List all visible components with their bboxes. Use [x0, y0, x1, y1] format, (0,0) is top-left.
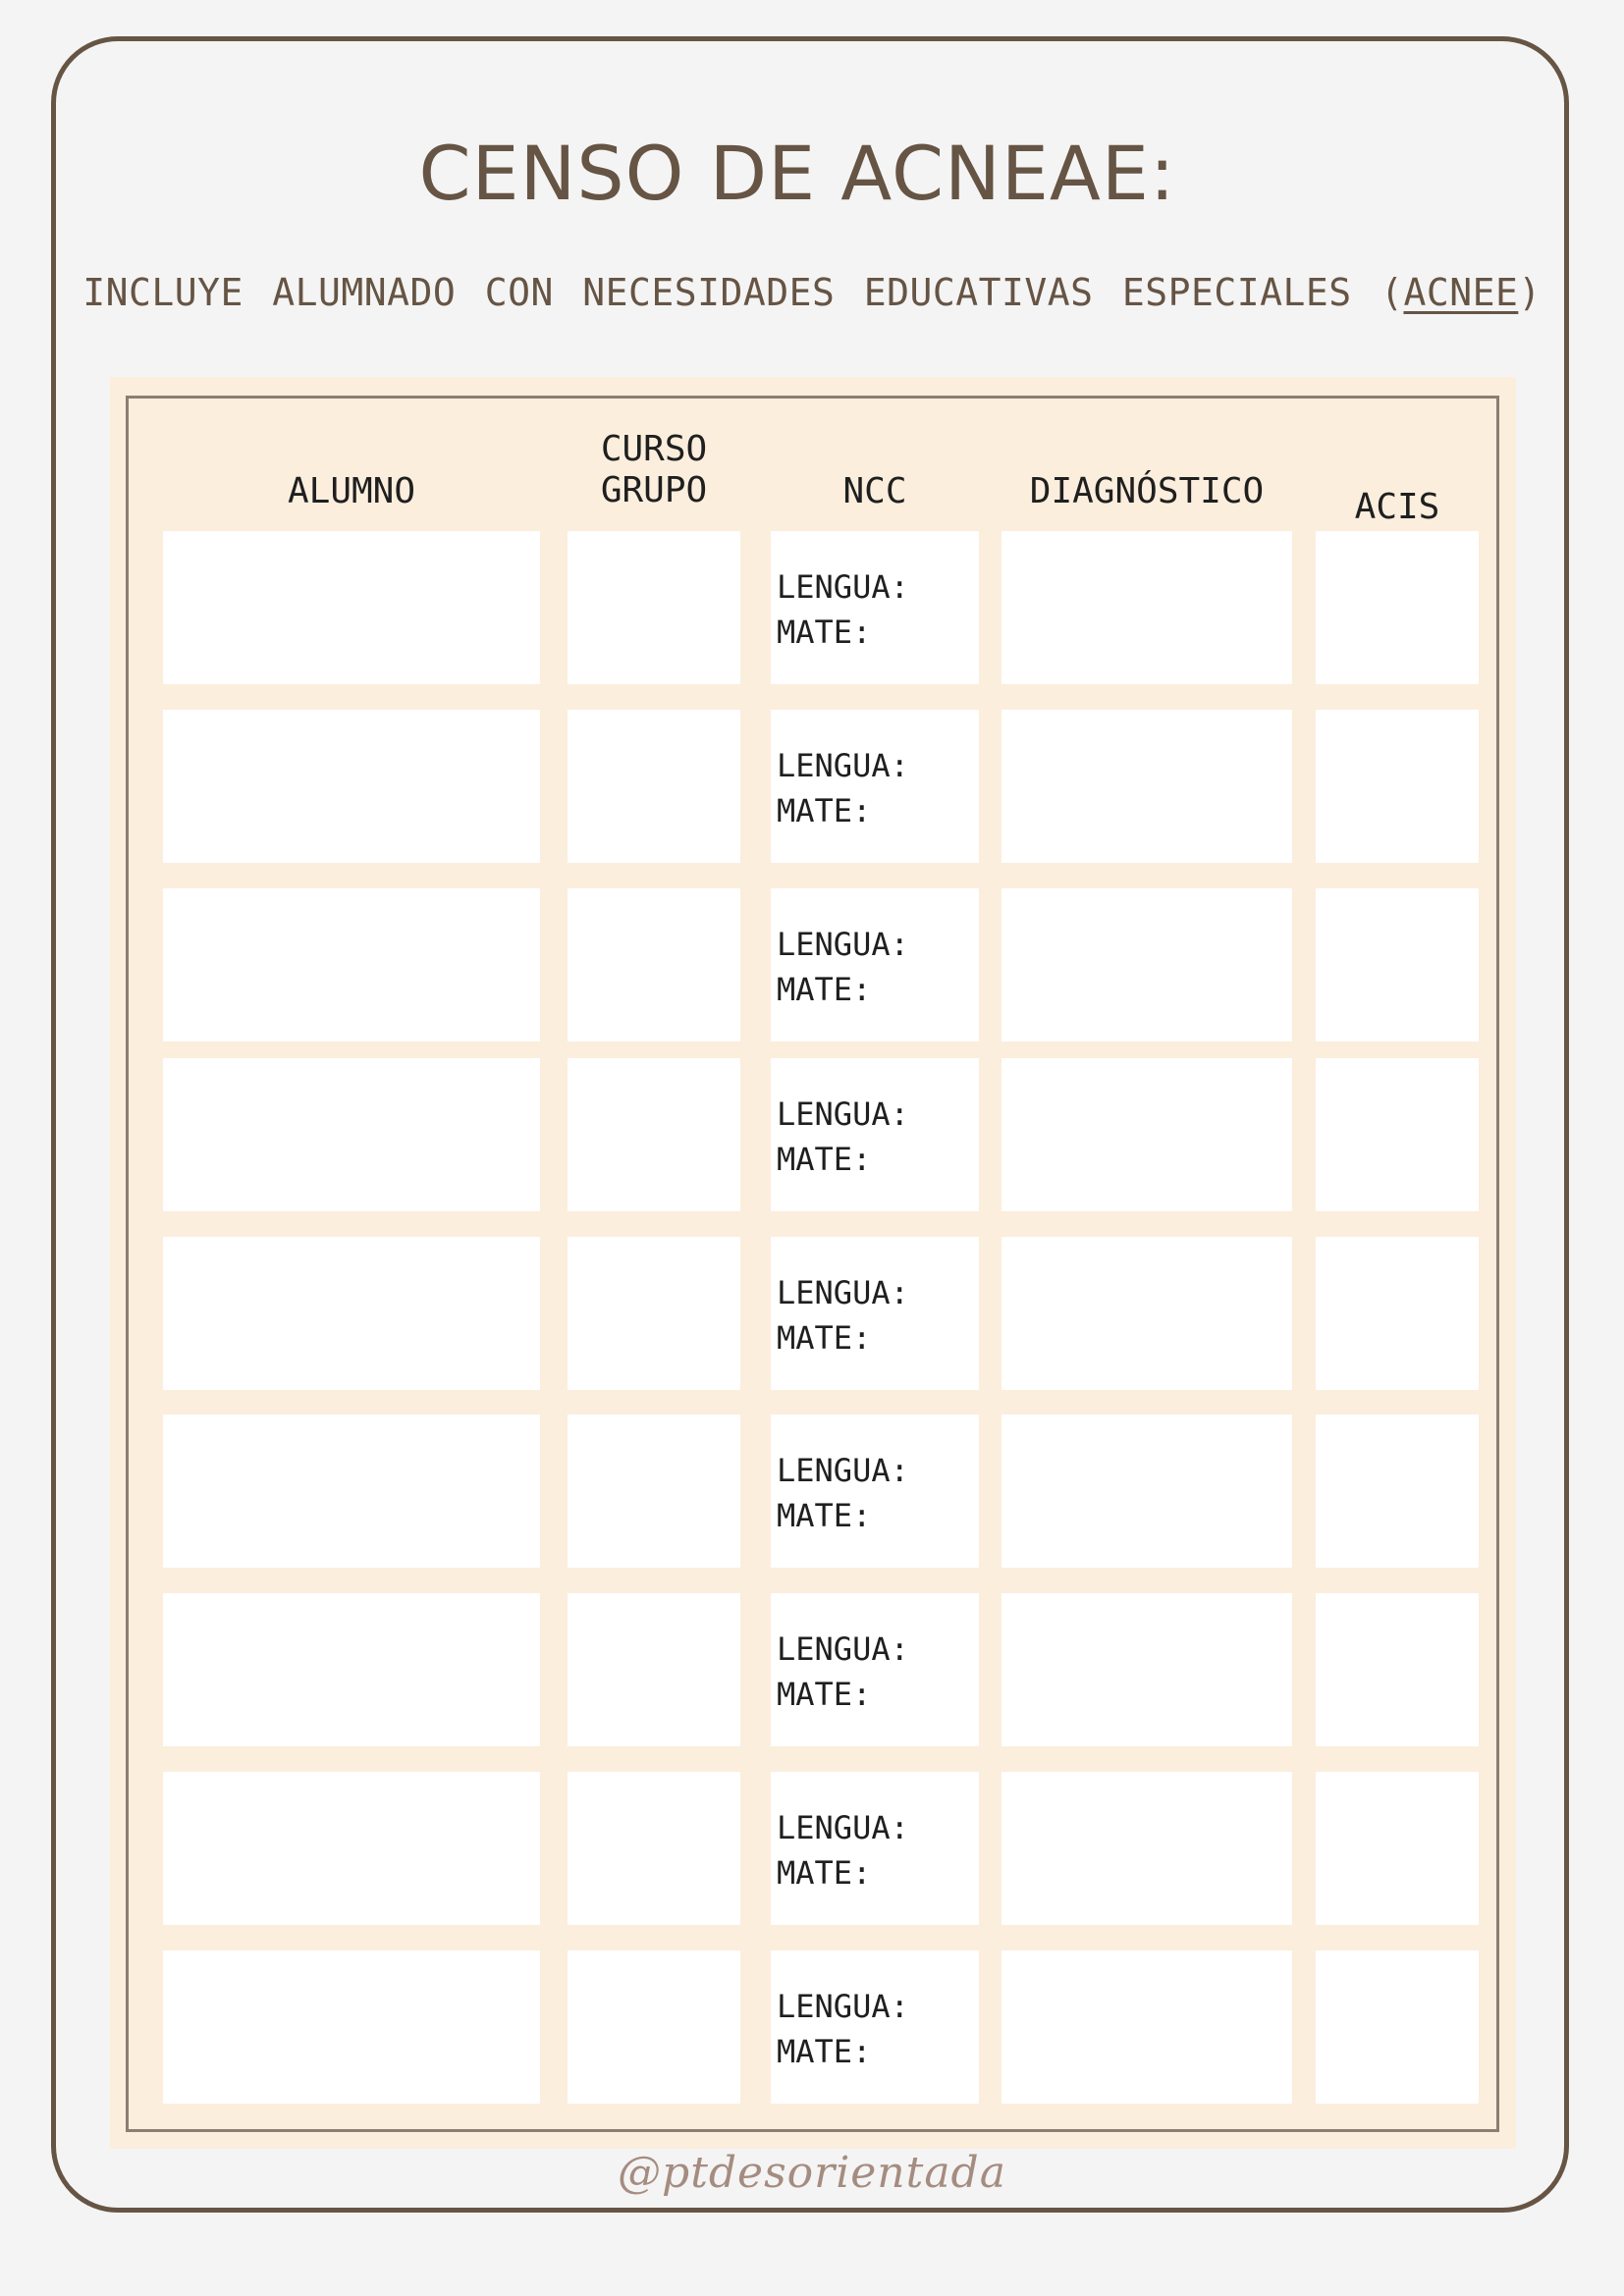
cell-alumno[interactable] [163, 1415, 540, 1568]
ncc-mate-label: MATE: [777, 1319, 872, 1357]
ncc-mate-label: MATE: [777, 792, 872, 829]
cell-curso-grupo[interactable] [568, 1237, 740, 1390]
cell-ncc[interactable] [771, 1237, 979, 1390]
ncc-lengua-label: LENGUA: [777, 1095, 909, 1133]
cell-curso-grupo[interactable] [568, 1593, 740, 1746]
cell-curso-grupo[interactable] [568, 531, 740, 684]
cell-ncc[interactable] [771, 1950, 979, 2104]
ncc-labels [777, 1092, 909, 1182]
ncc-labels [777, 743, 909, 833]
page-subtitle [0, 271, 1624, 314]
ncc-labels [777, 564, 909, 655]
ncc-mate-label: MATE: [777, 1676, 872, 1713]
ncc-labels [777, 1627, 909, 1717]
cell-diagnostico[interactable] [1001, 1415, 1292, 1568]
subtitle-prefix: INCLUYE ALUMNADO CON NECESIDADES EDUCATIVAS ESPECIALES ( [82, 271, 1404, 314]
cell-diagnostico[interactable] [1001, 531, 1292, 684]
ncc-mate-label: MATE: [777, 2033, 872, 2070]
cell-diagnostico[interactable] [1001, 1950, 1292, 2104]
cell-diagnostico[interactable] [1001, 1772, 1292, 1925]
cell-alumno[interactable] [163, 1772, 540, 1925]
header-curso-grupo [568, 429, 740, 511]
cell-alumno[interactable] [163, 531, 540, 684]
ncc-lengua-label: LENGUA: [777, 1630, 909, 1668]
cell-alumno[interactable] [163, 1950, 540, 2104]
cell-diagnostico[interactable] [1001, 888, 1292, 1041]
cell-ncc[interactable] [771, 1772, 979, 1925]
ncc-mate-label: MATE: [777, 1141, 872, 1178]
cell-ncc[interactable] [771, 1058, 979, 1211]
cell-curso-grupo[interactable] [568, 1772, 740, 1925]
header-curso: CURSO [600, 429, 708, 469]
ncc-lengua-label: LENGUA: [777, 926, 909, 963]
cell-alumno[interactable] [163, 1237, 540, 1390]
cell-alumno[interactable] [163, 888, 540, 1041]
cell-alumno[interactable] [163, 710, 540, 863]
ncc-mate-label: MATE: [777, 1497, 872, 1534]
cell-acis[interactable] [1316, 1950, 1479, 2104]
cell-curso-grupo[interactable] [568, 710, 740, 863]
cell-curso-grupo[interactable] [568, 1415, 740, 1568]
cell-diagnostico[interactable] [1001, 1058, 1292, 1211]
ncc-labels [777, 1984, 909, 2074]
ncc-mate-label: MATE: [777, 1854, 872, 1892]
cell-alumno[interactable] [163, 1058, 540, 1211]
cell-acis[interactable] [1316, 531, 1479, 684]
subtitle-acronym: ACNEE [1403, 271, 1519, 314]
cell-diagnostico[interactable] [1001, 710, 1292, 863]
cell-diagnostico[interactable] [1001, 1593, 1292, 1746]
cell-acis[interactable] [1316, 888, 1479, 1041]
header-grupo: GRUPO [600, 470, 708, 510]
ncc-labels [777, 922, 909, 1012]
ncc-lengua-label: LENGUA: [777, 1274, 909, 1311]
cell-acis[interactable] [1316, 1058, 1479, 1211]
header-acis: ACIS [1354, 487, 1440, 527]
cell-acis[interactable] [1316, 1237, 1479, 1390]
ncc-mate-label: MATE: [777, 971, 872, 1008]
cell-alumno[interactable] [163, 1593, 540, 1746]
ncc-labels [777, 1805, 909, 1896]
cell-diagnostico[interactable] [1001, 1237, 1292, 1390]
ncc-labels [777, 1270, 909, 1361]
page-title: CENSO DE ACNEAE: [418, 130, 1176, 217]
cell-ncc[interactable] [771, 531, 979, 684]
cell-curso-grupo[interactable] [568, 1950, 740, 2104]
cell-acis[interactable] [1316, 1772, 1479, 1925]
cell-acis[interactable] [1316, 710, 1479, 863]
header-diagnostico: DIAGNÓSTICO [1029, 471, 1265, 511]
header-alumno: ALUMNO [287, 471, 416, 511]
ncc-lengua-label: LENGUA: [777, 568, 909, 606]
ncc-mate-label: MATE: [777, 614, 872, 651]
ncc-lengua-label: LENGUA: [777, 1988, 909, 2025]
ncc-labels [777, 1448, 909, 1538]
cell-ncc[interactable] [771, 1593, 979, 1746]
cell-ncc[interactable] [771, 888, 979, 1041]
subtitle-suffix: ) [1518, 271, 1542, 314]
cell-curso-grupo[interactable] [568, 888, 740, 1041]
ncc-lengua-label: LENGUA: [777, 1809, 909, 1846]
cell-ncc[interactable] [771, 710, 979, 863]
ncc-lengua-label: LENGUA: [777, 1452, 909, 1489]
ncc-lengua-label: LENGUA: [777, 747, 909, 784]
footer-handle: @ptdesorientada [618, 2148, 1006, 2198]
cell-curso-grupo[interactable] [568, 1058, 740, 1211]
cell-ncc[interactable] [771, 1415, 979, 1568]
cell-acis[interactable] [1316, 1415, 1479, 1568]
cell-acis[interactable] [1316, 1593, 1479, 1746]
header-ncc: NCC [842, 471, 907, 511]
